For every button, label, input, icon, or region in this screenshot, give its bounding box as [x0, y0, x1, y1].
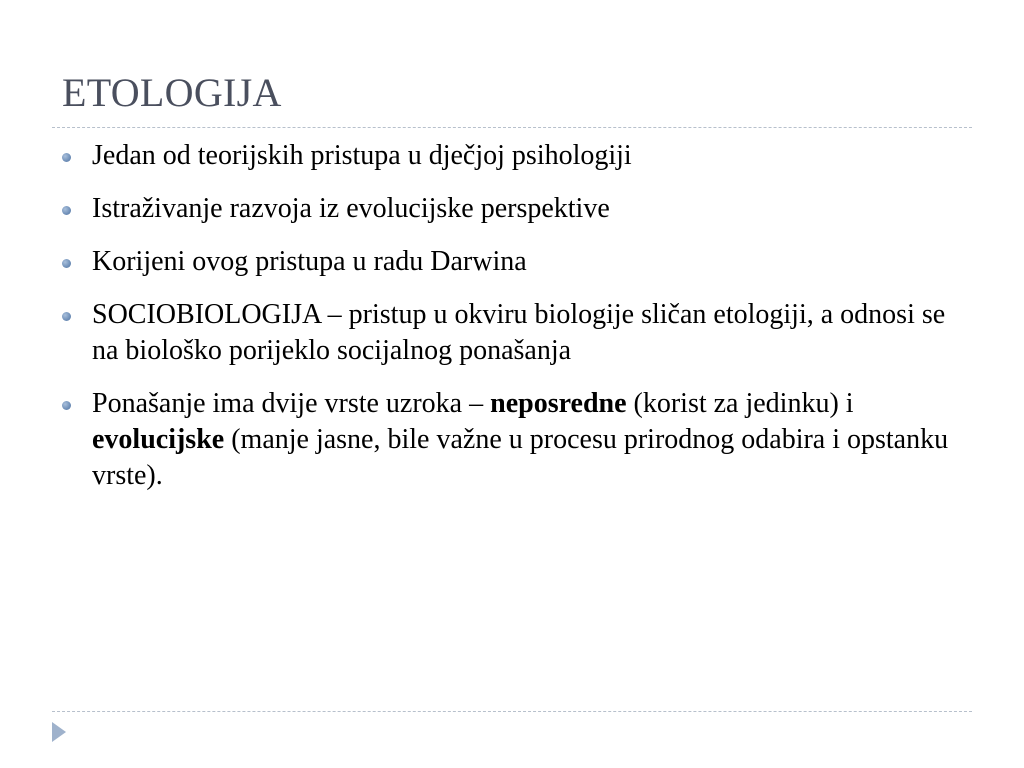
bullet-text: Istraživanje razvoja iz evolucijske perspektive [92, 193, 610, 224]
bullet-item [60, 244, 960, 280]
slide-title: ETOLOGIJA [62, 70, 282, 115]
bullet-item [60, 138, 960, 174]
bullet-item [60, 297, 960, 369]
next-slide-arrow-icon[interactable] [52, 722, 66, 742]
bullet-list [60, 138, 960, 511]
bold-term: evolucijske [92, 424, 225, 455]
bullet-text-part: (manje jasne, bile važne u procesu prirodnog odabira i opstanku vrste). [92, 424, 949, 491]
bullet-text-part: (korist za jedinku) i [626, 388, 854, 419]
bullet-item [60, 386, 960, 494]
bullet-item [60, 191, 960, 227]
footer-divider [52, 711, 972, 712]
title-divider [52, 127, 972, 128]
bullet-text: Jedan od teorijskih pristupa u dječjoj psihologiji [92, 140, 632, 171]
bullet-text-part: Ponašanje ima dvije vrste uzroka – [92, 388, 491, 419]
bullet-text: Korijeni ovog pristupa u radu Darwina [92, 246, 527, 277]
bullet-dot-icon [62, 312, 71, 321]
bullet-text: SOCIOBIOLOGIJA – pristup u okviru biologije sličan etologiji, a odnosi se na biološko porijeklo socijalnog ponašanja [92, 299, 946, 366]
bullet-dot-icon [62, 153, 71, 162]
bullet-dot-icon [62, 401, 71, 410]
bullet-dot-icon [62, 259, 71, 268]
bold-term: neposredne [490, 388, 627, 419]
bullet-dot-icon [62, 206, 71, 215]
